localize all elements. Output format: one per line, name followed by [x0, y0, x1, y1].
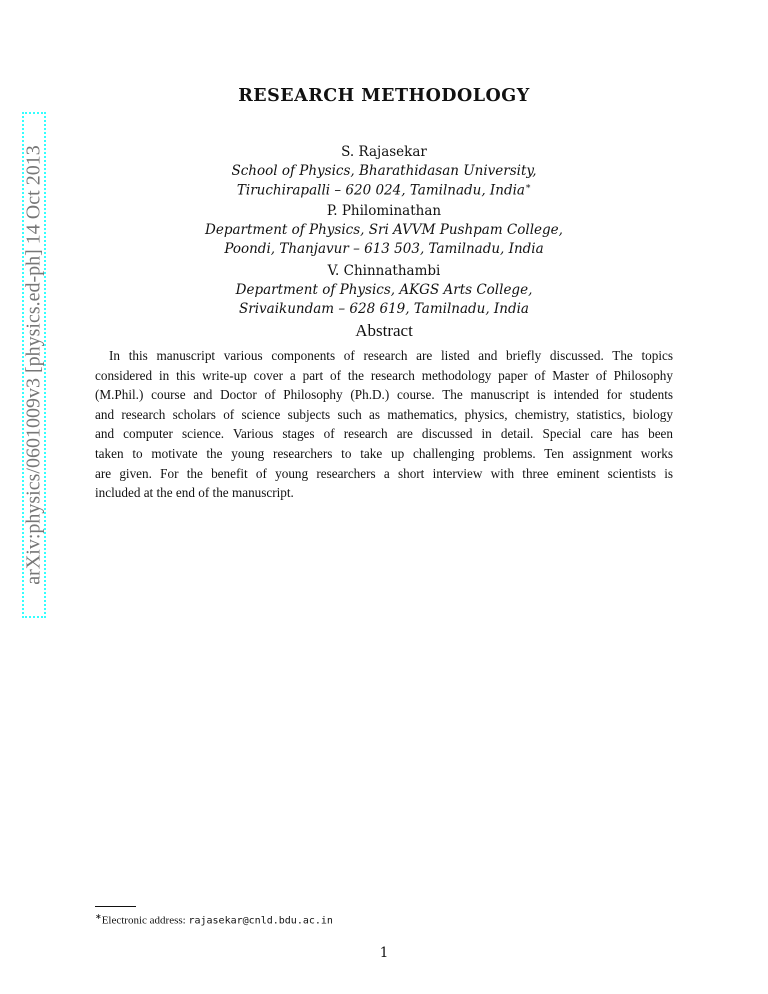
abstract-line: and research scholars of science subjects such as mathematics, physics, chemistry, statistics, biology [95, 406, 673, 422]
email-address: rajasekar@cnld.bdu.ac.in [188, 915, 333, 927]
author-affiliation: Department of Physics, Sri AVVM Pushpam College, [205, 222, 563, 238]
abstract-line: are given. For the benefit of young researchers a short interview with three eminent scientists is [95, 465, 673, 481]
page-number: 1 [379, 945, 389, 961]
footnote-mark: ∗ [524, 182, 532, 192]
author-affiliation: Poondi, Thanjavur – 613 503, Tamilnadu, India [224, 241, 544, 257]
author-name: S. Rajasekar [341, 144, 427, 160]
abstract-line: In this manuscript various components of research are listed and briefly discussed. The topics [109, 348, 673, 363]
author-affiliation: Srivaikundam – 628 619, Tamilnadu, India [239, 301, 529, 317]
abstract-line: and computer science. Various stages of research are discussed in detail. Special care has been [95, 426, 673, 442]
author-affiliation: Department of Physics, AKGS Arts College, [235, 282, 533, 298]
footnote-rule [95, 906, 136, 907]
footnote: ∗Electronic address: rajasekar@cnld.bdu.ac.in [95, 912, 333, 927]
paper-title: RESEARCH METHODOLOGY [238, 86, 530, 106]
abstract-line: (M.Phil.) course and Doctor of Philosophy (Ph.D.) course. The manuscript is intended for students [95, 387, 673, 403]
arxiv-id: arXiv:physics/0601009v3 [physics.ed-ph] 14 Oct 2013 [22, 145, 45, 585]
abstract-line: taken to motivate the young researchers to take up challenging problems. Ten assignment works [95, 445, 673, 461]
abstract-body [95, 346, 673, 503]
author-name: V. Chinnathambi [327, 263, 441, 279]
abstract-heading: Abstract [355, 321, 413, 340]
abstract-line: considered in this write-up cover a part of the research methodology paper of Master of Philosophy [95, 367, 673, 383]
author-affiliation: Tiruchirapalli – 620 024, Tamilnadu, India∗ [236, 182, 532, 199]
author-affiliation: School of Physics, Bharathidasan University, [231, 163, 537, 179]
author-name: P. Philominathan [326, 203, 442, 219]
abstract-line: included at the end of the manuscript. [95, 485, 294, 501]
